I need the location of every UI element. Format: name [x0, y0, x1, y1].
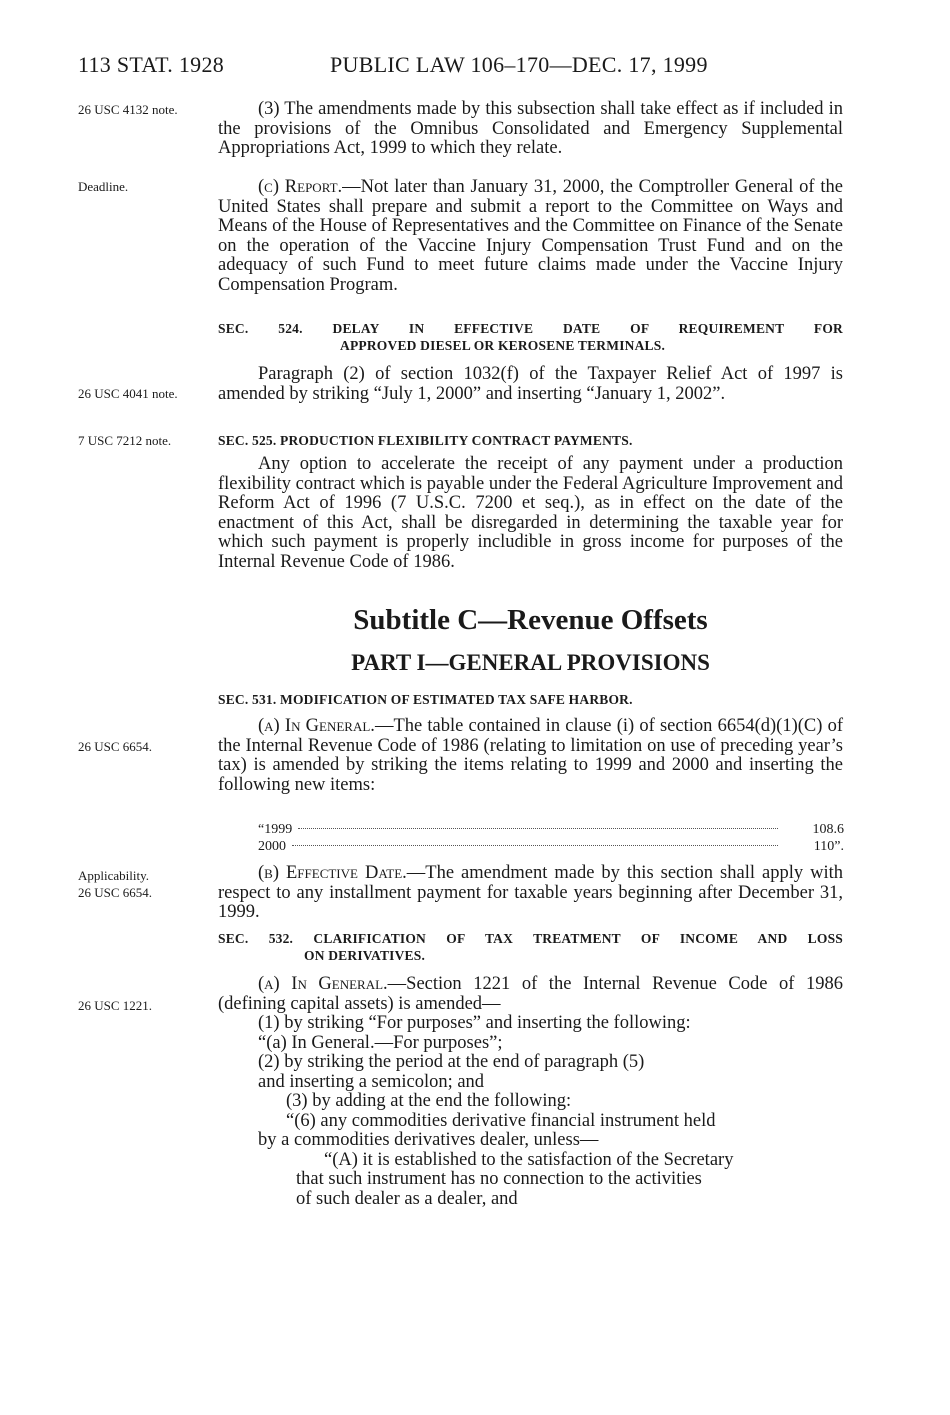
section-525-text: Any option to accelerate the receipt of any payment under a production flexibility contract which is payable under the Federal Agriculture Improvement and Reform Act of 1996 (7 U.S.C. 7200 et seq.), as in effect on the date of the enactment of this Act, shall be disregarded in determining the taxable year for which such payment is properly includible in gross income for purposes of the Internal Revenue Code of 1986. — [218, 454, 843, 572]
amendment-3-line: (3) by adding at the end the following: — [286, 1091, 572, 1111]
page-header — [78, 52, 858, 82]
margin-note-26usc4132: 26 USC 4132 note. — [78, 102, 178, 117]
section-524-heading-line2: APPROVED DIESEL OR KEROSENE TERMINALS. — [340, 338, 666, 353]
margin-note-deadline: Deadline. — [78, 179, 129, 194]
paragraph-c-report — [218, 178, 843, 295]
margin-note-26usc6654: 26 USC 6654. — [78, 739, 153, 754]
margin-note-7usc7212: 7 USC 7212 note. — [78, 433, 172, 448]
table-year: “1999 — [258, 822, 293, 837]
part-heading: PART I—GENERAL PROVISIONS — [351, 650, 710, 675]
margin-note-26usc4041: 26 USC 4041 note. — [78, 386, 178, 401]
section-524-text: Paragraph (2) of section 1032(f) of the Taxpayer Relief Act of 1997 is amended by striking “July 1, 2000” and inserting “January 1, 2002”. — [218, 364, 843, 404]
section-532-heading — [218, 930, 843, 964]
subtitle-heading: Subtitle C—Revenue Offsets — [353, 604, 708, 636]
table-row — [258, 821, 844, 838]
report-text: —Not later than January 31, 2000, the Comptroller General of the United States shall prepare and submit a report to the Committee on Ways and Means of the House of Representatives and the Committee on Finance of the Senate on the operation of the Vaccine Injury Compensation Trust Fund and on the adequacy of such Fund to meet future claims made under the Vaccine Injury Compensation Program. — [218, 177, 843, 295]
section-532-a-text: —Section 1221 of the Internal Revenue Code of 1986 (defining capital assets) is amended— — [218, 974, 843, 1014]
table-leader-dots — [298, 828, 778, 829]
report-label: (c) Report. — [258, 177, 343, 197]
section-531-a-text: —The table contained in clause (i) of section 6654(d)(1)(C) of the Internal Revenue Code of 1986 (relating to limitation on use of preceding year’s tax) is amended by striking the items relating to 1999 and 2000 and inserting the following new items: — [218, 716, 844, 795]
section-531-subsection-b — [218, 864, 843, 923]
margin-note-applicability — [78, 867, 203, 901]
table-value: 110”. — [813, 839, 844, 854]
margin-note-applicability-label: Applicability. — [78, 868, 150, 883]
section-532-amendments — [218, 1014, 733, 1209]
section-531-a-label: (a) In General. — [258, 716, 375, 736]
section-532-subsection-a — [218, 975, 843, 1014]
section-524-heading-line1: SEC. 524. DELAY IN EFFECTIVE DATE OF REQUIREMENT FOR — [218, 321, 843, 336]
public-law-reference: PUBLIC LAW 106–170—DEC. 17, 1999 — [330, 52, 708, 77]
safe-harbor-table — [258, 821, 844, 855]
table-row — [258, 838, 844, 855]
subparagraph-a-line1: “(A) it is established to the satisfaction of the Secretary — [324, 1149, 734, 1170]
amendment-1-line: (1) by striking “For purposes” and inserting the following: — [258, 1013, 691, 1033]
section-524-heading — [218, 320, 843, 354]
stat-reference: 113 STAT. 1928 — [78, 52, 225, 77]
margin-note-26usc1221: 26 USC 1221. — [78, 998, 153, 1013]
subparagraph-a-line2: that such instrument has no connection to the activities — [296, 1169, 702, 1189]
paragraph-3 — [218, 100, 843, 159]
section-525-body — [218, 455, 843, 572]
section-532-a-label: (a) In General. — [258, 974, 388, 994]
section-532-heading-line1: SEC. 532. CLARIFICATION OF TAX TREATMENT OF INCOME AND LOSS — [218, 931, 843, 946]
section-531-b-label: (b) Effective Date. — [258, 863, 407, 883]
section-531-subsection-a — [218, 717, 843, 795]
section-531-b-text: —The amendment made by this section shall apply with respect to any installment payment for taxable years beginning after December 31, 1999. — [218, 863, 843, 922]
section-531-heading: SEC. 531. MODIFICATION OF ESTIMATED TAX SAFE HARBOR. — [218, 692, 633, 707]
subparagraph-a-line3: of such dealer as a dealer, and — [296, 1188, 518, 1209]
margin-note-applicability-usc: 26 USC 6654. — [78, 885, 153, 900]
paragraph-3-text: (3) The amendments made by this subsection shall take effect as if included in the provisions of the Omnibus Consolidated and Emergency Supplemental Appropriations Act, 1999 to which they relate. — [218, 99, 843, 158]
section-525-heading: SEC. 525. PRODUCTION FLEXIBILITY CONTRACT PAYMENTS. — [218, 433, 633, 448]
amendment-1-insert: “(a) In General.—For purposes”; — [258, 1032, 503, 1053]
amendment-2-line2: and inserting a semicolon; and — [258, 1071, 485, 1092]
table-year: 2000 — [258, 839, 286, 854]
amendment-2-line1: (2) by striking the period at the end of paragraph (5) — [258, 1052, 645, 1072]
table-leader-dots — [292, 845, 778, 846]
table-value: 108.6 — [812, 822, 844, 837]
paragraph-6-line2: by a commodities derivatives dealer, unless— — [258, 1130, 599, 1150]
section-524-body — [218, 365, 843, 404]
paragraph-6-line1: “(6) any commodities derivative financial instrument held — [286, 1110, 716, 1131]
section-532-heading-line2: ON DERIVATIVES. — [304, 948, 426, 963]
